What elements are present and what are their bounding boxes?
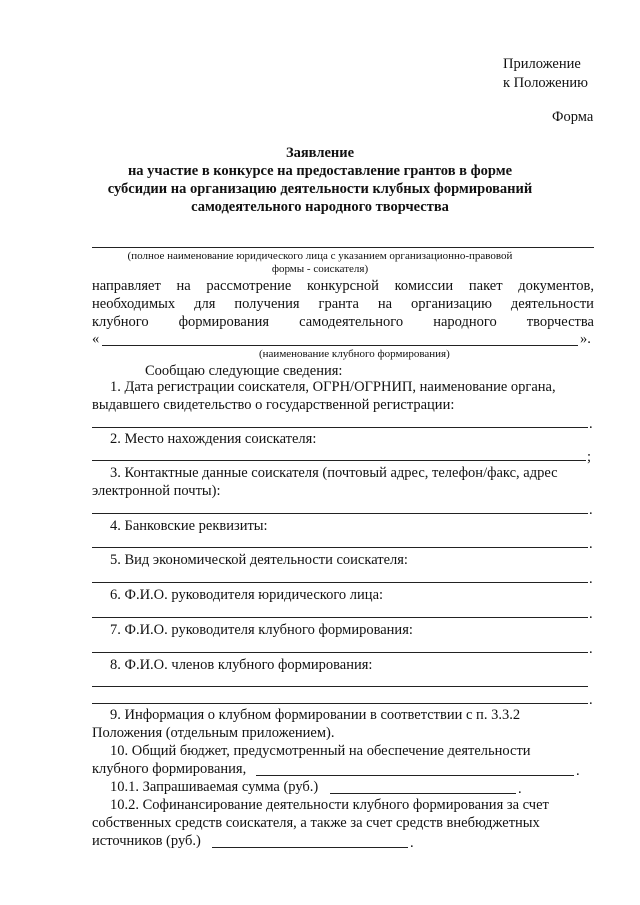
intro-word: направляет xyxy=(92,278,161,294)
item-5-period: . xyxy=(589,571,593,587)
item-1-line-2: выдавшего свидетельство о государственной регистрации: xyxy=(92,397,455,413)
item-8-field-2[interactable] xyxy=(92,703,588,704)
intro-line-1 xyxy=(92,278,594,295)
item-3-period: . xyxy=(589,502,593,518)
title-line-3: субсидии на организацию деятельности клубных формирований xyxy=(107,181,533,197)
item-10-line-1: 10. Общий бюджет, предусмотренный на обеспечение деятельности xyxy=(110,743,531,759)
item-8-label: 8. Ф.И.О. членов клубного формирования: xyxy=(110,657,373,673)
item-10-2-line-3: источников (руб.) xyxy=(92,833,201,849)
item-7-label: 7. Ф.И.О. руководителя клубного формирования: xyxy=(110,622,413,638)
item-6-label: 6. Ф.И.О. руководителя юридического лица: xyxy=(110,587,384,603)
appendix-line-2: к Положению xyxy=(503,75,588,91)
item-10-2-line-2: собственных средств соискателя, а также за счет средств внебюджетных xyxy=(92,815,540,831)
intro-word: клубного xyxy=(92,314,149,330)
item-4-field[interactable] xyxy=(92,547,588,548)
form-label: Форма xyxy=(552,109,594,125)
appendix-line-1: Приложение xyxy=(503,56,581,72)
item-9-line-2: Положения (отдельным приложением). xyxy=(92,725,335,741)
item-8-period: . xyxy=(589,692,593,708)
applicant-name-field[interactable] xyxy=(92,247,594,248)
intro-word: гранта xyxy=(318,296,359,312)
item-5-label: 5. Вид экономической деятельности соискателя: xyxy=(110,552,408,568)
intro-word: творчества xyxy=(526,314,594,330)
item-1-line-1: 1. Дата регистрации соискателя, ОГРН/ОГРНИП, наименование органа, xyxy=(110,379,556,395)
item-3-line-1: 3. Контактные данные соискателя (почтовый адрес, телефон/факс, адрес xyxy=(110,465,558,481)
item-6-period: . xyxy=(589,606,593,622)
intro-word: народного xyxy=(433,314,497,330)
item-6-field[interactable] xyxy=(92,617,588,618)
intro-word: самодеятельного xyxy=(299,314,404,330)
item-10-1-period: . xyxy=(518,781,522,797)
item-1-period: . xyxy=(589,416,593,432)
document-title: Заявление xyxy=(285,145,355,161)
item-10-line-2: клубного формирования, xyxy=(92,761,247,777)
item-10-2-period: . xyxy=(410,835,414,851)
intro-word: конкурсной xyxy=(307,278,379,294)
item-7-period: . xyxy=(589,641,593,657)
club-name-field[interactable] xyxy=(102,345,578,346)
intro-word: на xyxy=(377,296,393,312)
intro-word: для xyxy=(194,296,216,312)
title-line-2: на участие в конкурсе на предоставление грантов в форме xyxy=(127,163,513,179)
item-2-label: 2. Место нахождения соискателя: xyxy=(110,431,317,447)
title-line-4: самодеятельного народного творчества xyxy=(191,199,449,215)
item-10-period: . xyxy=(576,763,580,779)
intro-word: формирования xyxy=(178,314,270,330)
item-8-field-1[interactable] xyxy=(92,686,588,687)
item-2-field[interactable] xyxy=(92,460,586,461)
item-4-label: 4. Банковские реквизиты: xyxy=(110,518,268,534)
intro-word: организацию xyxy=(411,296,492,312)
item-7-field[interactable] xyxy=(92,652,588,653)
requested-amount-field[interactable] xyxy=(330,793,516,794)
item-2-semicolon: ; xyxy=(587,449,592,465)
item-10-1-label: 10.1. Запрашиваемая сумма (руб.) xyxy=(110,779,319,795)
intro-word: рассмотрение xyxy=(206,278,292,294)
item-10-2-line-1: 10.2. Софинансирование деятельности клубного формирования за счет xyxy=(110,797,549,813)
intro-word: получения xyxy=(234,296,300,312)
item-5-field[interactable] xyxy=(92,582,588,583)
intro-line-2 xyxy=(92,296,594,313)
intro-word: на xyxy=(176,278,191,294)
item-1-field[interactable] xyxy=(92,427,588,428)
intro-line-3 xyxy=(92,314,594,331)
intro-word: пакет xyxy=(468,278,503,294)
total-budget-field[interactable] xyxy=(256,775,574,776)
cofinancing-field[interactable] xyxy=(212,847,408,848)
intro-word: необходимых xyxy=(92,296,176,312)
intro-word: комиссии xyxy=(394,278,454,294)
applicant-caption-line-1: (полное наименование юридического лица с указанием организационно-правовой xyxy=(127,250,513,262)
item-4-period: . xyxy=(589,536,593,552)
item-3-line-2: электронной почты): xyxy=(92,483,221,499)
quote-close: ». xyxy=(580,331,591,347)
intro-word: деятельности xyxy=(510,296,594,312)
item-3-field[interactable] xyxy=(92,513,588,514)
intro-word: документов, xyxy=(518,278,594,294)
report-line: Сообщаю следующие сведения: xyxy=(145,363,343,379)
club-name-caption: (наименование клубного формирования) xyxy=(259,348,450,360)
quote-open: « xyxy=(92,331,100,347)
applicant-caption-line-2: формы - соискателя) xyxy=(271,263,369,275)
item-9-line-1: 9. Информация о клубном формировании в соответствии с п. 3.3.2 xyxy=(110,707,521,723)
